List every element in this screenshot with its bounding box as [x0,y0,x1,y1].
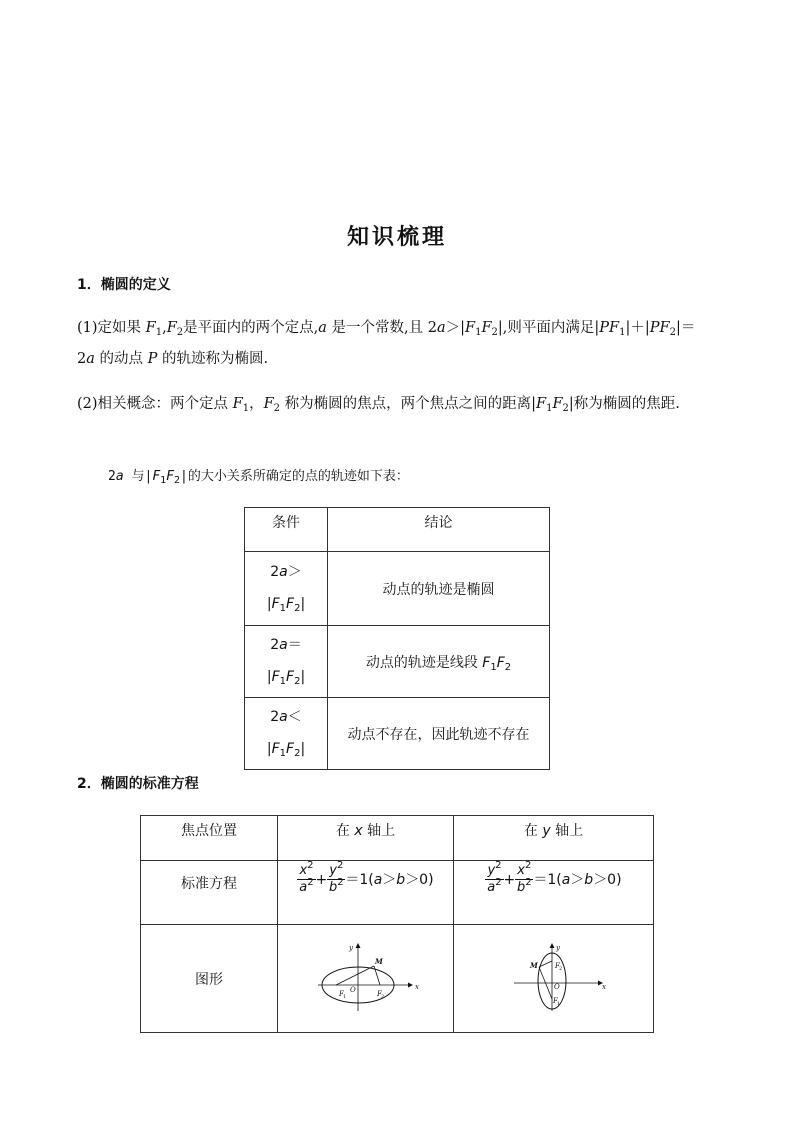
page-title: 知识梳理 [346,224,447,250]
row-label-equation: 标准方程 [141,861,278,925]
figure-x-axis-ellipse [278,925,454,1033]
header-x-axis: 在 x 轴上 [278,816,454,861]
section-heading-definition: 1．椭圆的定义 [77,277,171,293]
section-heading-standard-equation: 2．椭圆的标准方程 [77,776,199,792]
horizontal-ellipse-figure [316,941,419,1013]
svg-text:2: 2 [380,993,384,1000]
svg-text:O: O [349,985,356,994]
condition-cell: 2a＜ $|F_1F_2|$ [245,698,328,770]
condition-cell: 2a＝ $|F_1F_2|$ [245,626,328,698]
definition-paragraph-1-cont: 2a 的动点 P 的轨迹称为椭圆. [77,351,269,367]
header-focus-position: 焦点位置 [141,816,278,861]
equation-x-axis: $\frac{x^2}{a^2}$ + $\frac{y^2}{b^2}$ ＝1(a＞b＞0) [278,861,454,925]
standard-equation-table [140,815,654,1033]
figure-y-axis-ellipse [454,925,654,1033]
header-condition: 条件 [245,508,328,552]
definition-paragraph-2: (2)相关概念：两个定点 $F_1$，$F_2$ 称为椭圆的焦点，两个焦点之间的距离$|F_1F_2|$称为椭圆的焦距. [77,396,680,414]
svg-text:F: F [554,961,560,970]
result-cell: 动点的轨迹是线段 $F_1F_2$ [328,626,550,698]
table-intro-note: 2a 与$|F_1F_2|$的大小关系所确定的点的轨迹如下表： [108,469,409,486]
svg-text:F: F [376,989,382,998]
svg-text:F: F [338,989,344,998]
svg-text:y: y [348,943,353,952]
definition-paragraph-1: (1)定如果 $F_1,F_2$是平面内的两个定点,a 是一个常数,且 $2a>|F_1F_2|$,则平面内满足$|PF_1|+|PF_2|=$ [77,320,696,338]
vertical-ellipse-figure [504,941,604,1013]
table-row [245,698,550,770]
result-cell: 动点不存在，因此轨迹不存在 [328,698,550,770]
equation-y-axis: $\frac{y^2}{a^2}$ + $\frac{x^2}{b^2}$ ＝1(a＞b＞0) [454,861,654,925]
svg-text:1: 1 [556,1000,560,1007]
result-cell: 动点的轨迹是椭圆 [328,552,550,626]
condition-table [244,507,550,770]
svg-text:x: x [601,982,606,991]
table-row [245,626,550,698]
row-label-figure: 图形 [141,925,278,1033]
header-result: 结论 [328,508,550,552]
table-row [245,552,550,626]
svg-text:M: M [529,960,538,970]
svg-text:1: 1 [342,993,346,1000]
header-y-axis: 在 y 轴上 [454,816,654,861]
svg-text:M: M [374,956,383,966]
svg-text:y: y [555,943,560,952]
svg-text:F: F [552,996,558,1005]
svg-text:O: O [553,982,560,991]
condition-cell: 2a＞ $|F_1F_2|$ [245,552,328,626]
svg-text:x: x [414,982,419,991]
svg-text:2: 2 [558,965,562,972]
